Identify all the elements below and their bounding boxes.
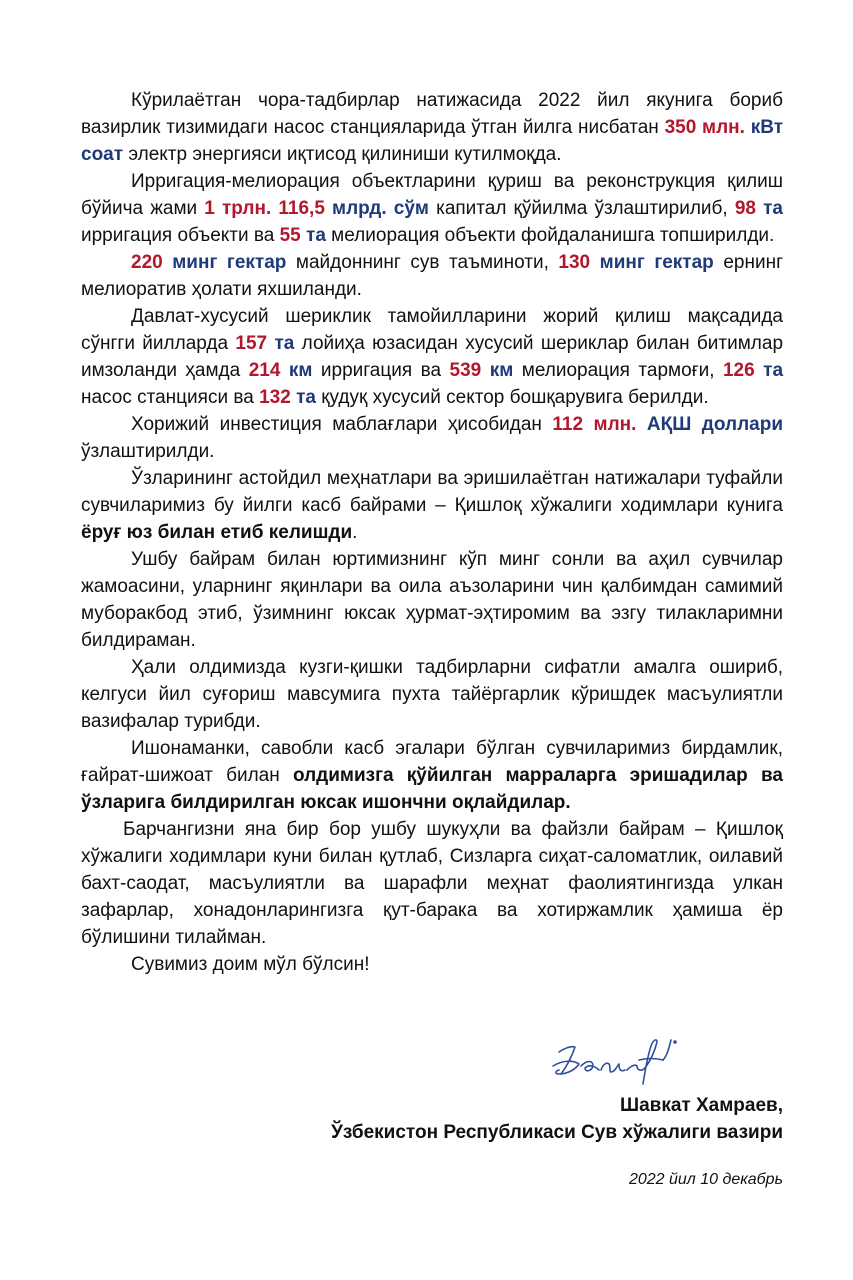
highlight-number: 55 [279,225,301,246]
text-run: ирригация объекти ва [81,225,280,246]
text-run: Ҳали олдимизда кузги-қишки тадбирларни сифатли амалга ошириб, келгуси йил суғориш мавсумига пухта тайёргарлик кўришдек масъулиятли вазифалар турибди. [81,657,783,732]
highlight-unit: та [306,225,326,246]
text-run: қудуқ хусусий сектор бошқарувига берилди. [315,387,709,408]
paragraph-1 [81,87,783,168]
text-run [481,360,489,381]
paragraph-4 [81,303,783,411]
text-run: Сувимиз доим мўл бўлсин! [131,954,370,975]
highlight-number: 112 млн. [552,414,637,435]
highlight-unit: та [763,198,783,219]
highlight-unit: АҚШ доллари [646,414,783,435]
paragraph-7 [81,546,783,654]
paragraph-9 [81,735,783,816]
letter-date: 2022 йил 10 декабрь [628,1171,783,1188]
paragraph-8 [81,654,783,735]
text-run [325,198,332,219]
signature-graphic [545,1030,695,1090]
paragraph-3 [81,249,783,303]
highlight-number: 130 [558,252,591,273]
text-run: Кўрилаётган чора-тадбирлар натижасида 2022 йил якунига бориб вазирлик тизимидаги насос станцияларида ўтган йилга нисбатан [81,90,783,138]
text-run [755,360,763,381]
text-run: ирригация ва [312,360,450,381]
highlight-number: 132 [259,387,291,408]
text-run: лойиҳа юзасидан хусусий шериклар билан битимлар имзоланди ҳамда [81,333,784,381]
highlight-unit: км [288,360,313,381]
text-run [280,360,288,381]
highlight-number: 220 [131,252,163,273]
highlight-number: 98 [734,198,756,219]
text-run: Давлат-хусусий шериклик тамойилларини жорий қилиш мақсадида сўнгги йилларда [81,306,783,354]
text-run: Ўзларининг астойдил меҳнатлари ва эришилаётган натижалари туфайли сувчиларимиз бу йилги касб байрами – Қишлоқ хўжалиги ходимлари кунига [81,468,783,516]
highlight-unit: млрд. сўм [332,198,429,219]
highlight-number: 539 [449,360,482,381]
highlight-unit: та [296,387,316,408]
text-run: Барчангизни яна бир бор ушбу шукуҳли ва файзли байрам – Қишлоқ хўжалиги ходимлари куни билан қутлаб, Сизларга сиҳат-саломатлик, оилавий бахт-саодат, масъулиятли ва шарафли меҳнат фаолиятингизда улкан зафарлар, хонадонларингизга қут-барака ва хотиржамлик ҳамиша ёр бўлишини тилайман. [81,819,783,948]
text-run: ернинг мелиоратив ҳолати яхшиланди. [81,252,783,300]
signer-position: Ўзбекистон Республикаси Сув хўжалиги вазири [331,1122,783,1143]
highlight-unit: минг гектар [172,252,287,273]
text-run: электр энергияси иқтисод қилиниши кутилмоқда. [123,144,562,165]
highlight-number: 1 трлн. 116,5 [204,198,325,219]
highlight-unit: кВт соат [81,117,784,165]
highlight-unit: та [763,360,784,381]
text-run: мелиорация объекти фойдаланишга топширилди. [325,225,775,246]
text-run [163,252,173,273]
text-run [590,252,600,273]
highlight-unit: км [489,360,514,381]
signer-block [331,1092,783,1146]
highlight-number: 157 [235,333,268,354]
emphasis-text: ёруғ юз билан етиб келишди [81,522,353,543]
text-run: капитал қўйилма ўзлаштирилиб, [428,198,735,219]
text-run: майдоннинг сув таъминоти, [286,252,559,273]
paragraph-6 [81,465,783,546]
text-run: Ушбу байрам билан юртимизнинг кўп минг сонли ва аҳил сувчилар жамоасини, уларнинг яқинлари ва оила аъзоларини чин қалбимдан самимий муборакбод этиб, ўзимнинг юксак ҳурмат-эҳтиромим ва эзгу тилакларимни билдираман. [81,549,783,651]
text-run: насос станцияси ва [81,387,260,408]
paragraph-2 [81,168,783,249]
text-run: мелиорация тармоғи, [513,360,723,381]
text-run: Ишонаманки, савобли касб эгалари бўлган сувчиларимиз бирдамлик, ғайрат-шижоат билан [81,738,783,786]
handwritten-signature [545,1030,695,1090]
paragraph-5 [81,411,783,465]
highlight-number: 214 [248,360,281,381]
emphasis-text: олдимизга қўйилган марраларга эришадилар ва ўзларига билдирилган юксак ишончни оқлайдилар. [81,765,783,813]
highlight-number: 126 [722,360,755,381]
text-run: ўзлаштирилди. [81,441,215,462]
highlight-number: 350 млн. [664,117,745,138]
paragraph-10 [81,816,783,951]
highlight-unit: та [274,333,295,354]
highlight-unit: минг гектар [599,252,714,273]
text-run: . [352,522,358,543]
paragraph-11 [81,951,783,978]
text-run: Хорижий инвестиция маблағлари ҳисобидан [131,414,553,435]
text-run [636,414,647,435]
signer-name: Шавкат Хамраев, [620,1095,783,1116]
text-run: Ирригация-мелиорация объектларини қуриш ва реконструкция қилиш бўйича жами [81,171,783,219]
letter-body [81,87,783,978]
